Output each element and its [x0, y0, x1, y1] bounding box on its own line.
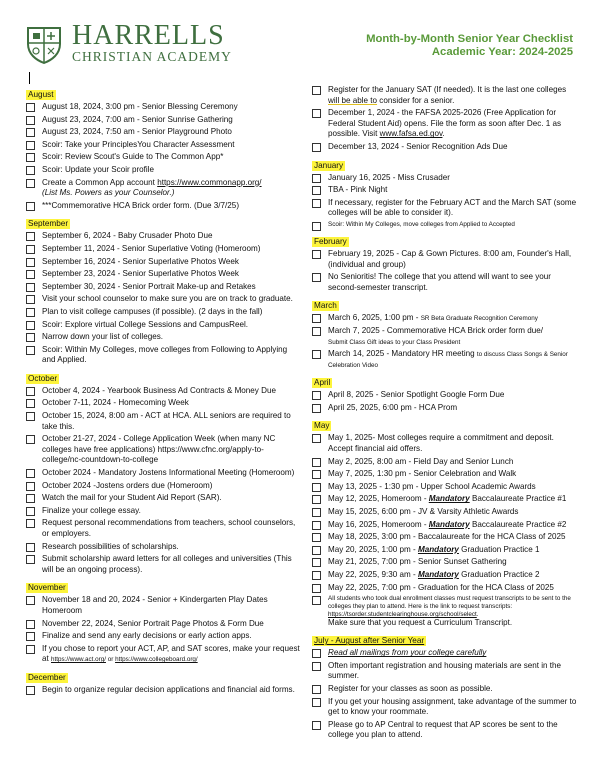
checkbox[interactable]	[26, 543, 35, 552]
section-march: March	[314, 301, 337, 311]
checkbox[interactable]	[26, 321, 35, 330]
checkbox[interactable]	[312, 174, 321, 183]
checkbox[interactable]	[26, 232, 35, 241]
checkbox[interactable]	[312, 470, 321, 479]
checkbox[interactable]	[26, 202, 35, 211]
checklist-item: If necessary, register for the February ACT and the March SAT (some colleges will be able to consider it).	[312, 198, 578, 219]
checklist-item: Begin to organize regular decision applications and financial aid forms.	[26, 685, 301, 696]
checklist-item: Scoir: Take your PrinciplesYou Character Assessment	[26, 140, 301, 151]
checklist-item: October 15, 2024, 8:00 am - ACT at HCA. ALL seniors are required to take this.	[26, 411, 301, 432]
checklist-item: April 25, 2025, 6:00 pm - HCA Prom	[312, 403, 578, 414]
checklist-item: October 4, 2024 - Yearbook Business Ad Contracts & Money Due	[26, 386, 301, 397]
checkbox[interactable]	[312, 495, 321, 504]
checkbox[interactable]	[312, 721, 321, 730]
collegeboard-link[interactable]: https://www.collegeboard.org/	[115, 656, 198, 664]
checkbox[interactable]	[312, 434, 321, 443]
checkbox[interactable]	[26, 632, 35, 641]
checklist-item: January 16, 2025 - Miss Crusader	[312, 173, 578, 184]
checklist-item: Watch the mail for your Student Aid Report (SAR).	[26, 493, 301, 504]
checkbox[interactable]	[26, 507, 35, 516]
checklist-item: September 30, 2024 - Senior Portrait Make-up and Retakes	[26, 282, 301, 293]
checkbox[interactable]	[26, 469, 35, 478]
checklist-item: Scoir: Within My Colleges, move colleges from Applied to Accepted	[312, 221, 578, 229]
checklist-item: September 11, 2024 - Senior Superlative Voting (Homeroom)	[26, 244, 301, 255]
checkbox[interactable]	[26, 270, 35, 279]
checklist-item: Visit your school counselor to make sure you are on track to graduate.	[26, 294, 301, 305]
checklist-item: Request personal recommendations from teachers, school counselors, or employers.	[26, 518, 301, 539]
checklist-item: Often important registration and housing materials are sent in the summer.	[312, 661, 578, 682]
checkbox[interactable]	[312, 584, 321, 593]
school-crest-icon	[24, 24, 64, 64]
right-column	[312, 85, 578, 743]
checkbox[interactable]	[312, 404, 321, 413]
checklist-item: May 13, 2025 - 1:30 pm - Upper School Academic Awards	[312, 482, 578, 493]
checklist-item: September 6, 2024 - Baby Crusader Photo Due	[26, 231, 301, 242]
checkbox[interactable]	[26, 435, 35, 444]
checklist-item: November 22, 2024, Senior Portrait Page Photos & Form Due	[26, 619, 301, 630]
checklist-item: September 16, 2024 - Senior Superlative Photos Week	[26, 257, 301, 268]
section-september: September	[28, 219, 69, 229]
checklist-item: Scoir: Explore virtual College Sessions and CampusReel.	[26, 320, 301, 331]
checkbox[interactable]	[312, 86, 321, 95]
checklist-item: August 18, 2024, 3:00 pm - Senior Blessing Ceremony	[26, 102, 301, 113]
checklist-item: October 2024 -Jostens orders due (Homeroom)	[26, 481, 301, 492]
checkbox[interactable]	[312, 350, 321, 359]
checklist-item: May 1, 2025- Most colleges require a commitment and deposit. Accept financial aid offers.	[312, 433, 578, 454]
checkbox[interactable]	[26, 346, 35, 355]
checklist-item: TBA - Pink Night	[312, 185, 578, 196]
checkbox[interactable]	[26, 387, 35, 396]
checklist-item: May 22, 2025, 9:30 am - Mandatory Graduation Practice 2	[312, 570, 578, 581]
checkbox[interactable]	[312, 458, 321, 467]
checklist-item: March 14, 2025 - Mandatory HR meeting to discuss Class Songs & Senior Celebration Video	[312, 349, 578, 370]
checkbox[interactable]	[26, 116, 35, 125]
title-line-1: Month-by-Month Senior Year Checklist	[366, 33, 573, 45]
checkbox[interactable]	[312, 483, 321, 492]
checkbox[interactable]	[312, 571, 321, 580]
checkbox[interactable]	[26, 596, 35, 605]
checkbox[interactable]	[312, 391, 321, 400]
checkbox[interactable]	[26, 166, 35, 175]
checkbox[interactable]	[312, 143, 321, 152]
checklist-item: All students who took dual enrollment classes must request transcripts to be sent to the colleges they plan to attend. Here is the link to request transcripts: https://tsorder.studentclearinghouse.org/school/select. Make sure that you request a Curriculum Transcript.	[312, 595, 578, 628]
checkbox[interactable]	[26, 399, 35, 408]
checklist-item: Scoir: Within My Colleges, move colleges from Following to Applying and Applied.	[26, 345, 301, 366]
section-summer: July - August after Senior Year	[314, 636, 425, 646]
checklist-item: December 13, 2024 - Senior Recognition Ads Due	[312, 142, 578, 153]
checkbox[interactable]	[26, 295, 35, 304]
school-subname: CHRISTIAN ACADEMY	[72, 49, 232, 64]
act-link[interactable]: https://www.act.org/	[51, 656, 106, 664]
checklist-item: December 1, 2024 - the FAFSA 2025-2026 (Free Application for Federal Student Aid) opens. File the form as soon after Dec. 1 as possible. Visit www.fafsa.ed.gov.	[312, 108, 578, 140]
checkbox[interactable]	[312, 698, 321, 707]
checklist-item: May 18, 2025, 3:00 pm - Baccalaureate for the HCA Class of 2025	[312, 532, 578, 543]
checkbox[interactable]	[26, 308, 35, 317]
checklist-item: Scoir: Review Scout's Guide to The Common App*	[26, 152, 301, 163]
checklist-item: March 6, 2025, 1:00 pm - SR Beta Graduate Recognition Ceremony	[312, 313, 578, 324]
checkbox[interactable]	[312, 273, 321, 282]
checkbox[interactable]	[312, 109, 321, 118]
checklist-item: Finalize your college essay.	[26, 506, 301, 517]
checkbox[interactable]	[26, 519, 35, 528]
checkbox[interactable]	[26, 412, 35, 421]
checklist-item: Plan to visit college campuses (if possible). (2 days in the fall)	[26, 307, 301, 318]
section-november: November	[28, 583, 66, 593]
checkbox[interactable]	[312, 199, 321, 208]
section-october: October	[28, 373, 58, 383]
checkbox[interactable]	[26, 258, 35, 267]
section-april: April	[314, 378, 331, 388]
checkbox[interactable]	[312, 222, 321, 231]
checklist-item: May 16, 2025, Homeroom - Mandatory Baccalaureate Practice #2	[312, 520, 578, 531]
checklist-item: Read all mailings from your college carefully	[312, 648, 578, 659]
school-name: HARRELLS	[72, 20, 225, 51]
checklist-item: Register for the January SAT (If needed). It is the last one colleges will be able to consider for a senior.	[312, 85, 578, 106]
page-title	[366, 33, 573, 59]
checkbox[interactable]	[26, 494, 35, 503]
checklist-item: No Senioritis! The college that you attend will want to see your second-semester transcript.	[312, 272, 578, 293]
left-column	[26, 84, 301, 698]
checkbox[interactable]	[312, 662, 321, 671]
checkbox[interactable]	[26, 555, 35, 564]
checkbox[interactable]	[312, 250, 321, 259]
checklist-item: May 12, 2025, Homeroom - Mandatory Baccalaureate Practice #1	[312, 494, 578, 505]
checklist-item: Create a Common App account https://www.commonapp.org/ (List Ms. Powers as your Counselor.)	[26, 178, 301, 199]
checkbox[interactable]	[26, 686, 35, 695]
checklist-item: August 23, 2024, 7:00 am - Senior Sunrise Gathering	[26, 115, 301, 126]
checkbox[interactable]	[312, 508, 321, 517]
checklist-item: Scoir: Update your Scoir profile	[26, 165, 301, 176]
checkbox[interactable]	[26, 141, 35, 150]
checklist-item: February 19, 2025 - Cap & Gown Pictures. 8:00 am, Founder's Hall, (individual and group)	[312, 249, 578, 270]
section-january: January	[314, 160, 344, 170]
fafsa-link[interactable]: www.fafsa.ed.gov	[379, 129, 443, 139]
checklist-item: May 15, 2025, 6:00 pm - JV & Varsity Athletic Awards	[312, 507, 578, 518]
checkbox[interactable]	[312, 596, 321, 605]
checklist-item: May 21, 2025, 7:00 pm - Senior Sunset Gathering	[312, 557, 578, 568]
checkbox[interactable]	[312, 533, 321, 542]
checkbox[interactable]	[26, 153, 35, 162]
checklist-item: If you get your housing assignment, take advantage of the summer to get to know your roommate.	[312, 697, 578, 718]
checklist-item: Finalize and send any early decisions or early action apps.	[26, 631, 301, 642]
section-august: August	[28, 90, 54, 99]
text-cursor	[29, 72, 30, 84]
checkbox[interactable]	[312, 649, 321, 658]
checklist-item: Submit scholarship award letters for all colleges and universities (This will be an ongoing process).	[26, 554, 301, 575]
checklist-item: ***Commemorative HCA Brick order form. (Due 3/7/25)	[26, 201, 301, 212]
checklist-item: If you chose to report your ACT, AP, and SAT scores, make your request at https://www.act.org/ or https://www.collegeboard.org/	[26, 644, 301, 665]
checklist-item: October 2024 - Mandatory Jostens Informational Meeting (Homeroom)	[26, 468, 301, 479]
checkbox[interactable]	[312, 558, 321, 567]
title-line-2: Academic Year: 2024-2025	[431, 46, 573, 58]
checkbox[interactable]	[312, 327, 321, 336]
checkbox[interactable]	[26, 620, 35, 629]
checklist-item: November 18 and 20, 2024 - Senior + Kindergarten Play Dates Homeroom	[26, 595, 301, 616]
checklist-item: October 21-27, 2024 - College Application Week (when many NC colleges have free applications) https://www.cfnc.org/apply-to-college/nc-countdown-to-college	[26, 434, 301, 466]
transcript-link[interactable]: https://tsorder.studentclearinghouse.org/school/select	[328, 611, 477, 619]
checklist-item: Narrow down your list of colleges.	[26, 332, 301, 343]
checklist-item: Register for your classes as soon as possible.	[312, 684, 578, 695]
checklist-item: September 23, 2024 - Senior Superlative Photos Week	[26, 269, 301, 280]
commonapp-link[interactable]: https://www.commonapp.org/	[157, 177, 262, 187]
checkbox[interactable]	[312, 186, 321, 195]
checkbox[interactable]	[312, 314, 321, 323]
header	[0, 0, 595, 80]
checkbox[interactable]	[312, 546, 321, 555]
checkbox[interactable]	[26, 179, 35, 188]
section-may: May	[314, 421, 330, 431]
checklist-item: August 23, 2024, 7:50 am - Senior Playground Photo	[26, 127, 301, 138]
section-february: February	[314, 236, 347, 246]
checkbox[interactable]	[26, 103, 35, 112]
checkbox[interactable]	[26, 128, 35, 137]
checkbox[interactable]	[26, 645, 35, 654]
checklist-item: May 20, 2025, 1:00 pm - Mandatory Graduation Practice 1	[312, 545, 578, 556]
checklist-item: May 2, 2025, 8:00 am - Field Day and Senior Lunch	[312, 457, 578, 468]
checklist-item: October 7-11, 2024 - Homecoming Week	[26, 398, 301, 409]
checklist-item: May 22, 2025, 7:00 pm - Graduation for the HCA Class of 2025	[312, 583, 578, 594]
checkbox[interactable]	[312, 685, 321, 694]
checkbox[interactable]	[26, 245, 35, 254]
checklist-item: March 7, 2025 - Commemorative HCA Brick order form due/ Submit Class Gift ideas to your Class President	[312, 326, 578, 347]
checklist-item: Research possibilities of scholarships.	[26, 542, 301, 553]
checkbox[interactable]	[26, 283, 35, 292]
section-december: December	[28, 672, 66, 682]
checklist-item: April 8, 2025 - Senior Spotlight Google Form Due	[312, 390, 578, 401]
checkbox[interactable]	[26, 333, 35, 342]
checkbox[interactable]	[312, 521, 321, 530]
checkbox[interactable]	[26, 482, 35, 491]
checklist-item: May 7, 2025, 1:30 pm - Senior Celebration and Walk	[312, 469, 578, 480]
checklist-item: Please go to AP Central to request that AP scores be sent to the college you plan to attend.	[312, 720, 578, 741]
